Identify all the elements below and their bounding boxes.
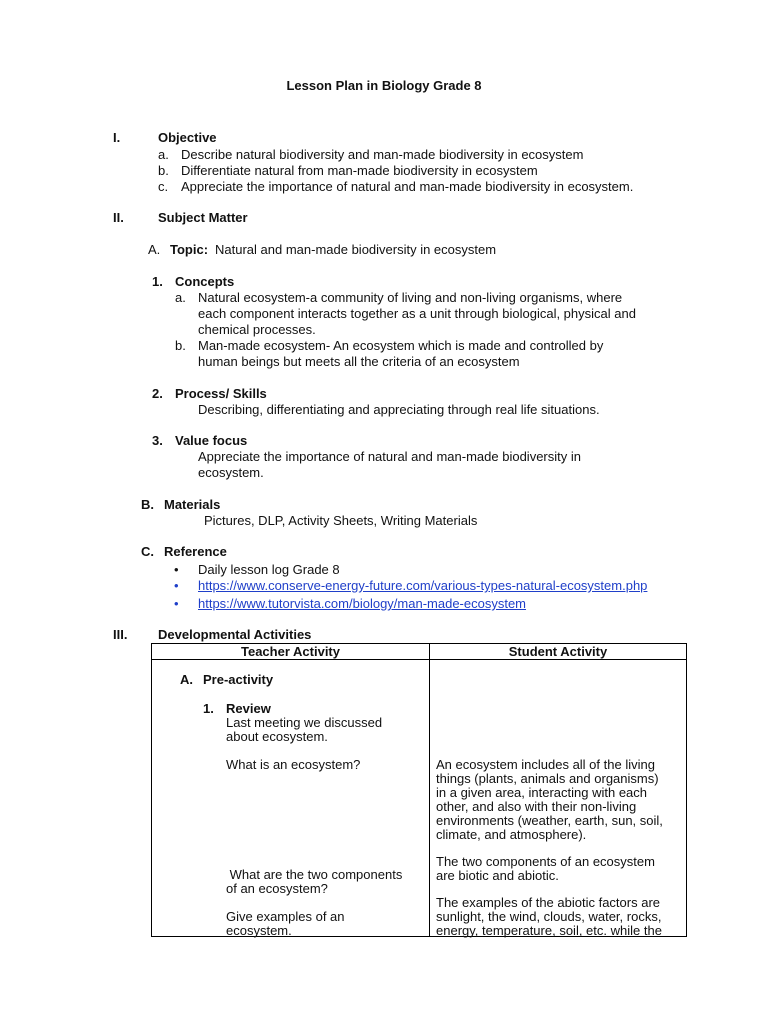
process-text: Describing, differentiating and appreciating through real life situations. [198,402,600,417]
section-number-objective: I. [113,130,121,145]
concept-a-line-3: chemical processes. [198,322,316,337]
header-student-activity: Student Activity [430,644,687,660]
answer-ecosystem-line-3: in a given area, interacting with each [436,785,648,800]
concept-marker-a: a. [175,290,186,305]
materials-heading: Materials [164,497,221,512]
section-heading-objective: Objective [158,130,217,145]
section-number-subject-matter: II. [113,210,124,225]
student-activity-cell [430,660,687,937]
section-number-developmental: III. [113,627,128,642]
answer-examples-line-3: energy, temperature, soil, etc. while the [436,923,662,938]
concept-b-line-2: human beings but meets all the criteria of an ecosystem [198,354,520,369]
topic-marker: A. [148,242,161,257]
topic-label: Topic: [170,242,209,257]
reference-heading: Reference [164,544,227,559]
concept-a-line-1: Natural ecosystem-a community of living and non-living organisms, where [198,290,623,305]
review-line-1: Last meeting we discussed [226,715,383,730]
answer-examples-line-2: sunlight, the wind, clouds, water, rocks, [436,909,662,924]
materials-marker: B. [141,497,154,512]
question-examples-line-1: Give examples of an [226,909,345,924]
reference-link-conserve-energy[interactable]: • https://www.conserve-energy-future.com/various-types-natural-ecosystem.php [198,578,647,594]
answer-examples-line-1: The examples of the abiotic factors are [436,895,661,910]
question-what-is-ecosystem: What is an ecosystem? [226,757,361,772]
question-examples-line-2: ecosystem. [226,923,292,938]
objective-marker-a: a. [158,147,169,162]
objective-item-c: Appreciate the importance of natural and man-made biodiversity in ecosystem. [181,179,634,194]
answer-ecosystem-line-1: An ecosystem includes all of the living [436,757,655,772]
answer-ecosystem-line-4: other, and also with their non-living [436,799,637,814]
value-line-2: ecosystem. [198,465,264,480]
value-heading: Value focus [175,433,248,448]
reference-marker: C. [141,544,154,559]
answer-components-line-2: are biotic and abiotic. [436,868,559,883]
answer-ecosystem-line-6: climate, and atmosphere). [436,827,587,842]
objective-marker-b: b. [158,163,169,178]
activities-table [151,643,687,937]
pre-activity-marker: A. [180,672,193,687]
page-title: Lesson Plan in Biology Grade 8 [286,78,482,93]
objective-item-b: Differentiate natural from man-made biodiversity in ecosystem [181,163,538,178]
review-marker: 1. [203,701,214,716]
question-two-components-line-2: of an ecosystem? [226,881,328,896]
review-line-2: about ecosystem. [226,729,328,744]
review-label: Review [226,701,271,716]
answer-components-line-1: The two components of an ecosystem [436,854,655,869]
table-header-row [152,644,687,660]
topic-text: Natural and man-made biodiversity in ecosystem [215,242,497,257]
section-heading-subject-matter: Subject Matter [158,210,248,225]
value-line-1: Appreciate the importance of natural and man-made biodiversity in [198,449,581,464]
teacher-activity-cell [152,660,430,937]
process-heading: Process/ Skills [175,386,267,401]
answer-ecosystem-line-5: environments (weather, earth, sun, soil, [436,813,663,828]
process-marker: 2. [152,386,163,401]
header-teacher-activity: Teacher Activity [152,644,430,660]
objective-item-a: Describe natural biodiversity and man-made biodiversity in ecosystem [181,147,584,162]
table-row [152,660,687,937]
question-two-components-line-1: What are the two components [226,867,403,882]
answer-ecosystem-line-2: things (plants, animals and organisms) [436,771,659,786]
concept-a-line-2: each component interacts together as a unit through biological, physical and [198,306,636,321]
section-heading-developmental: Developmental Activities [158,627,312,642]
pre-activity-label: Pre-activity [203,672,274,687]
concepts-marker: 1. [152,274,163,289]
reference-item-log: • Daily lesson log Grade 8 [198,562,340,578]
materials-text: Pictures, DLP, Activity Sheets, Writing Materials [204,513,478,528]
concept-marker-b: b. [175,338,186,353]
objective-marker-c: c. [158,179,169,194]
reference-link-tutorvista[interactable]: • https://www.tutorvista.com/biology/man-made-ecosystem [198,596,526,612]
concept-b-line-1: Man-made ecosystem- An ecosystem which is made and controlled by [198,338,604,353]
concepts-heading: Concepts [175,274,235,289]
value-marker: 3. [152,433,163,448]
